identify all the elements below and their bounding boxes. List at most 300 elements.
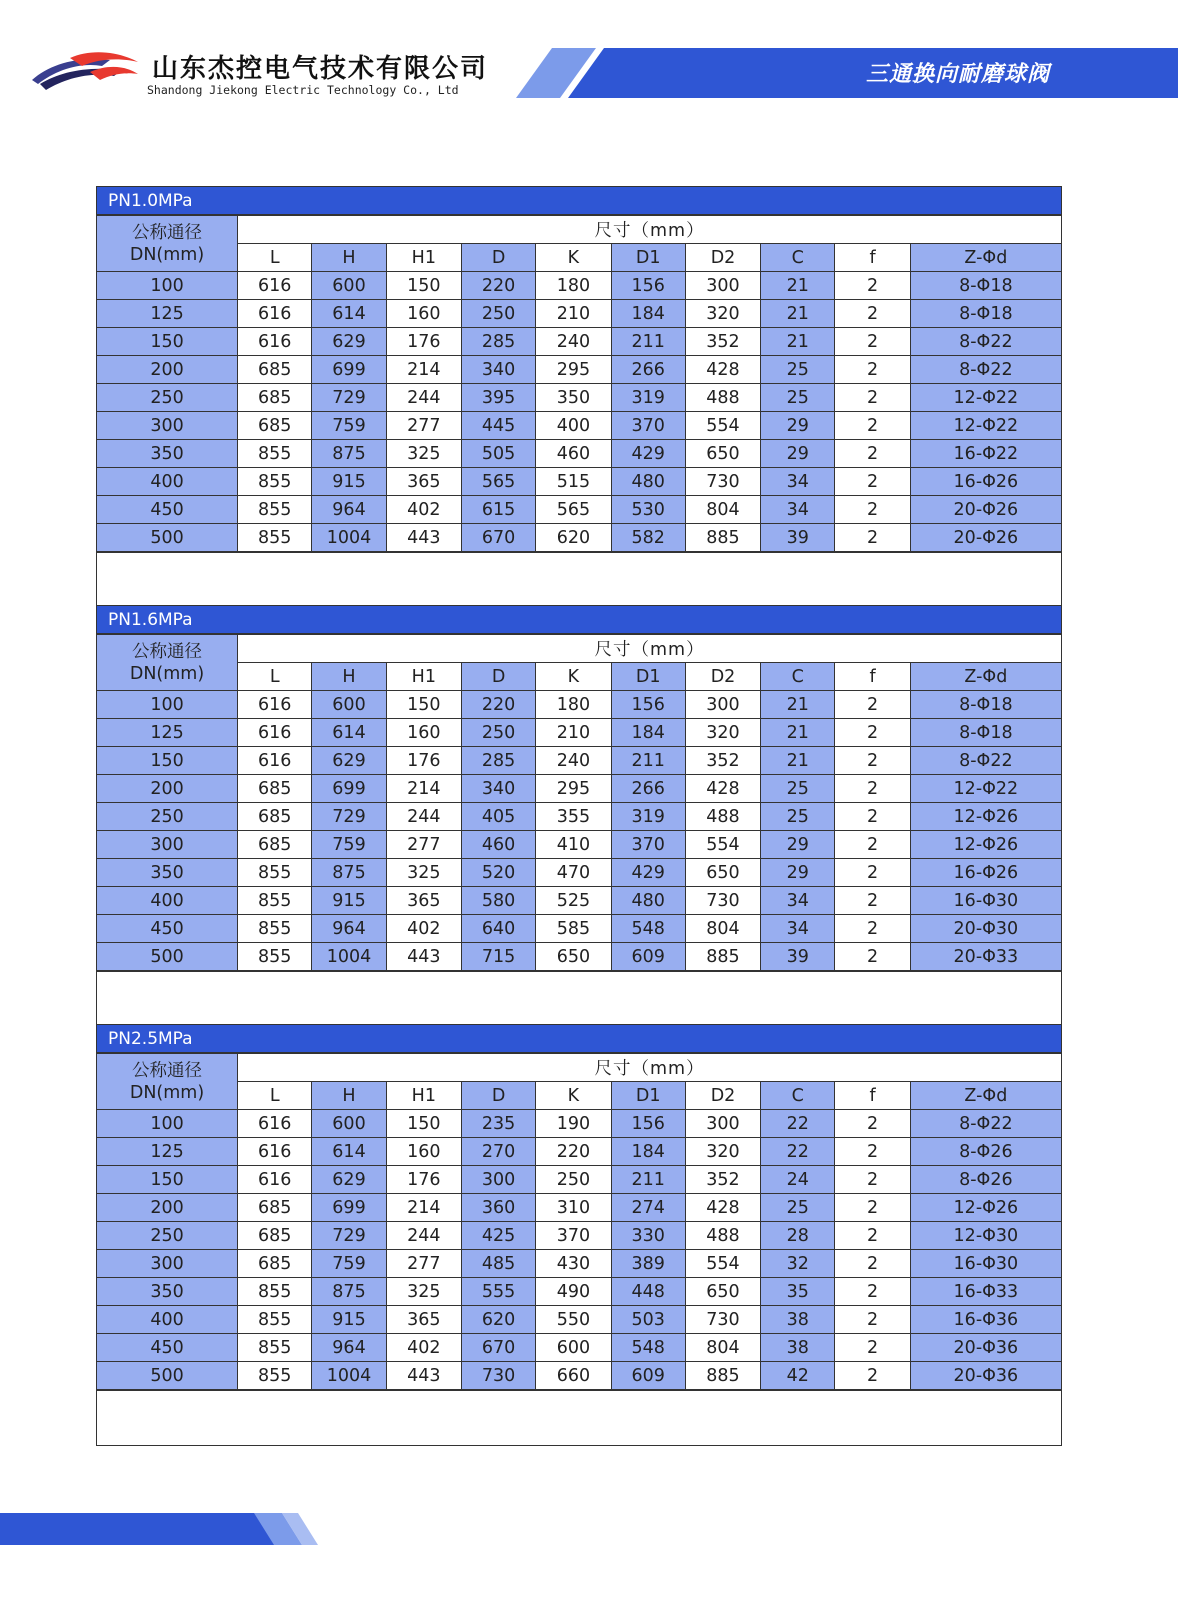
- value-cell: 616: [238, 272, 312, 300]
- value-cell: 184: [611, 719, 685, 747]
- value-cell: 244: [386, 1222, 461, 1250]
- value-cell: 39: [761, 943, 835, 971]
- value-cell: 180: [536, 272, 611, 300]
- company-name-en: Shandong Jiekong Electric Technology Co., Ltd: [147, 83, 459, 97]
- value-cell: 660: [536, 1362, 611, 1390]
- value-cell: 2: [835, 691, 910, 719]
- column-header: C: [761, 1082, 835, 1110]
- value-cell: 730: [461, 1362, 535, 1390]
- value-cell: 29: [761, 412, 835, 440]
- value-cell: 885: [685, 524, 760, 552]
- value-cell: 699: [312, 356, 386, 384]
- value-cell: 609: [611, 943, 685, 971]
- value-cell: 515: [536, 468, 611, 496]
- value-cell: 150: [386, 272, 461, 300]
- dn-cell: 150: [97, 328, 238, 356]
- dn-cell: 150: [97, 1166, 238, 1194]
- value-cell: 685: [238, 1250, 312, 1278]
- value-cell: 25: [761, 775, 835, 803]
- value-cell: 21: [761, 328, 835, 356]
- value-cell: 548: [611, 1334, 685, 1362]
- dn-cell: 300: [97, 412, 238, 440]
- value-cell: 210: [536, 300, 611, 328]
- value-cell: 156: [611, 691, 685, 719]
- value-cell: 370: [536, 1222, 611, 1250]
- value-cell: 277: [386, 1250, 461, 1278]
- value-cell: 804: [685, 496, 760, 524]
- column-header: D2: [685, 663, 760, 691]
- table-row: [97, 1222, 1061, 1250]
- dn-cell: 250: [97, 384, 238, 412]
- value-cell: 550: [536, 1306, 611, 1334]
- value-cell: 885: [685, 943, 760, 971]
- value-cell: 503: [611, 1306, 685, 1334]
- dn-cell: 125: [97, 300, 238, 328]
- value-cell: 855: [238, 943, 312, 971]
- value-cell: 443: [386, 1362, 461, 1390]
- value-cell: 160: [386, 719, 461, 747]
- value-cell: 428: [685, 1194, 760, 1222]
- value-cell: 759: [312, 412, 386, 440]
- value-cell: 400: [536, 412, 611, 440]
- value-cell: 16-Φ22: [910, 440, 1061, 468]
- dn-header-line2: DN(mm): [129, 244, 205, 265]
- value-cell: 428: [685, 775, 760, 803]
- table-row: [97, 468, 1061, 496]
- table-row: [97, 803, 1061, 831]
- value-cell: 2: [835, 1306, 910, 1334]
- value-cell: 8-Φ22: [910, 356, 1061, 384]
- dn-cell: 300: [97, 831, 238, 859]
- value-cell: 2: [835, 468, 910, 496]
- value-cell: 8-Φ18: [910, 719, 1061, 747]
- value-cell: 402: [386, 915, 461, 943]
- value-cell: 685: [238, 803, 312, 831]
- dn-cell: 300: [97, 1250, 238, 1278]
- dn-cell: 350: [97, 859, 238, 887]
- value-cell: 34: [761, 915, 835, 943]
- column-header: f: [835, 663, 910, 691]
- value-cell: 266: [611, 775, 685, 803]
- value-cell: 25: [761, 356, 835, 384]
- value-cell: 370: [611, 412, 685, 440]
- value-cell: 430: [536, 1250, 611, 1278]
- value-cell: 156: [611, 1110, 685, 1138]
- value-cell: 319: [611, 384, 685, 412]
- value-cell: 629: [312, 328, 386, 356]
- table-row: [97, 384, 1061, 412]
- value-cell: 505: [461, 440, 535, 468]
- value-cell: 29: [761, 859, 835, 887]
- value-cell: 565: [461, 468, 535, 496]
- value-cell: 12-Φ26: [910, 1194, 1061, 1222]
- value-cell: 2: [835, 440, 910, 468]
- value-cell: 729: [312, 384, 386, 412]
- value-cell: 488: [685, 1222, 760, 1250]
- table-row: [97, 412, 1061, 440]
- dimension-header-cell: 尺寸（mm）: [238, 1054, 1061, 1082]
- value-cell: 915: [312, 887, 386, 915]
- value-cell: 325: [386, 440, 461, 468]
- column-header: H1: [386, 663, 461, 691]
- value-cell: 715: [461, 943, 535, 971]
- value-cell: 12-Φ22: [910, 412, 1061, 440]
- value-cell: 211: [611, 328, 685, 356]
- table-header-row: [97, 216, 1061, 244]
- value-cell: 285: [461, 747, 535, 775]
- dn-cell: 350: [97, 1278, 238, 1306]
- value-cell: 8-Φ22: [910, 747, 1061, 775]
- value-cell: 266: [611, 356, 685, 384]
- value-cell: 650: [536, 943, 611, 971]
- value-cell: 670: [461, 524, 535, 552]
- value-cell: 21: [761, 747, 835, 775]
- dn-cell: 400: [97, 887, 238, 915]
- column-header: D1: [611, 1082, 685, 1110]
- value-cell: 16-Φ30: [910, 1250, 1061, 1278]
- table-row: [97, 1138, 1061, 1166]
- column-header: C: [761, 663, 835, 691]
- value-cell: 325: [386, 1278, 461, 1306]
- column-header: L: [238, 663, 312, 691]
- value-cell: 445: [461, 412, 535, 440]
- dn-cell: 150: [97, 747, 238, 775]
- value-cell: 2: [835, 943, 910, 971]
- value-cell: 34: [761, 468, 835, 496]
- column-header: D: [461, 244, 535, 272]
- value-cell: 964: [312, 915, 386, 943]
- table-row: [97, 1250, 1061, 1278]
- value-cell: 365: [386, 1306, 461, 1334]
- value-cell: 616: [238, 300, 312, 328]
- dn-cell: 450: [97, 915, 238, 943]
- value-cell: 650: [685, 1278, 760, 1306]
- value-cell: 12-Φ26: [910, 831, 1061, 859]
- value-cell: 616: [238, 691, 312, 719]
- column-header: D: [461, 663, 535, 691]
- value-cell: 685: [238, 1194, 312, 1222]
- value-cell: 855: [238, 887, 312, 915]
- dn-cell: 100: [97, 691, 238, 719]
- value-cell: 38: [761, 1334, 835, 1362]
- value-cell: 150: [386, 1110, 461, 1138]
- value-cell: 176: [386, 1166, 461, 1194]
- value-cell: 855: [238, 1306, 312, 1334]
- value-cell: 730: [685, 887, 760, 915]
- value-cell: 759: [312, 1250, 386, 1278]
- column-header: L: [238, 1082, 312, 1110]
- table-row: [97, 1278, 1061, 1306]
- value-cell: 34: [761, 496, 835, 524]
- value-cell: 729: [312, 803, 386, 831]
- footer-banner: [0, 1513, 330, 1545]
- table-row: [97, 272, 1061, 300]
- table-row: [97, 496, 1061, 524]
- value-cell: 21: [761, 300, 835, 328]
- value-cell: 964: [312, 1334, 386, 1362]
- table-row: [97, 943, 1061, 971]
- value-cell: 759: [312, 831, 386, 859]
- dn-cell: 100: [97, 272, 238, 300]
- value-cell: 685: [238, 775, 312, 803]
- value-cell: 330: [611, 1222, 685, 1250]
- dn-header-cell: [97, 1054, 238, 1110]
- column-header-row: [97, 244, 1061, 272]
- value-cell: 35: [761, 1278, 835, 1306]
- dn-header-line1: 公称通径: [132, 641, 203, 662]
- dn-header-cell: [97, 216, 238, 272]
- value-cell: 614: [312, 300, 386, 328]
- value-cell: 355: [536, 803, 611, 831]
- value-cell: 488: [685, 803, 760, 831]
- value-cell: 554: [685, 412, 760, 440]
- dn-cell: 200: [97, 1194, 238, 1222]
- value-cell: 42: [761, 1362, 835, 1390]
- value-cell: 855: [238, 859, 312, 887]
- value-cell: 240: [536, 328, 611, 356]
- dn-cell: 250: [97, 1222, 238, 1250]
- value-cell: 402: [386, 496, 461, 524]
- dn-header-line2: DN(mm): [129, 663, 205, 684]
- value-cell: 525: [536, 887, 611, 915]
- table-row: [97, 356, 1061, 384]
- dimension-table: [97, 634, 1061, 971]
- value-cell: 235: [461, 1110, 535, 1138]
- dn-header-cell: [97, 635, 238, 691]
- value-cell: 340: [461, 356, 535, 384]
- column-header: f: [835, 1082, 910, 1110]
- value-cell: 650: [685, 859, 760, 887]
- value-cell: 320: [685, 300, 760, 328]
- value-cell: 855: [238, 915, 312, 943]
- value-cell: 2: [835, 1138, 910, 1166]
- table-row: [97, 328, 1061, 356]
- value-cell: 855: [238, 496, 312, 524]
- value-cell: 184: [611, 1138, 685, 1166]
- dn-cell: 350: [97, 440, 238, 468]
- column-header-row: [97, 1082, 1061, 1110]
- column-header: Z-Φd: [910, 663, 1061, 691]
- column-header: L: [238, 244, 312, 272]
- value-cell: 885: [685, 1362, 760, 1390]
- value-cell: 190: [536, 1110, 611, 1138]
- product-title: 三通换向耐磨球阀: [865, 62, 1050, 87]
- value-cell: 270: [461, 1138, 535, 1166]
- value-cell: 12-Φ26: [910, 803, 1061, 831]
- value-cell: 2: [835, 272, 910, 300]
- dn-header-line1: 公称通径: [132, 222, 203, 243]
- value-cell: 16-Φ33: [910, 1278, 1061, 1306]
- dimension-header-cell: 尺寸（mm）: [238, 216, 1061, 244]
- column-header: K: [536, 244, 611, 272]
- value-cell: 395: [461, 384, 535, 412]
- value-cell: 295: [536, 356, 611, 384]
- value-cell: 8-Φ18: [910, 300, 1061, 328]
- value-cell: 220: [461, 691, 535, 719]
- value-cell: 360: [461, 1194, 535, 1222]
- value-cell: 2: [835, 747, 910, 775]
- value-cell: 609: [611, 1362, 685, 1390]
- value-cell: 244: [386, 803, 461, 831]
- value-cell: 250: [461, 719, 535, 747]
- value-cell: 855: [238, 524, 312, 552]
- value-cell: 600: [312, 1110, 386, 1138]
- value-cell: 685: [238, 831, 312, 859]
- table-footer-space: [97, 1390, 1061, 1445]
- table-row: [97, 440, 1061, 468]
- column-header: D1: [611, 663, 685, 691]
- value-cell: 22: [761, 1110, 835, 1138]
- dn-cell: 450: [97, 496, 238, 524]
- table-row: [97, 775, 1061, 803]
- column-header: H: [312, 244, 386, 272]
- value-cell: 2: [835, 1250, 910, 1278]
- dn-cell: 100: [97, 1110, 238, 1138]
- value-cell: 855: [238, 440, 312, 468]
- value-cell: 530: [611, 496, 685, 524]
- value-cell: 12-Φ22: [910, 384, 1061, 412]
- value-cell: 855: [238, 1362, 312, 1390]
- value-cell: 699: [312, 1194, 386, 1222]
- value-cell: 443: [386, 524, 461, 552]
- value-cell: 38: [761, 1306, 835, 1334]
- value-cell: 2: [835, 915, 910, 943]
- value-cell: 2: [835, 1278, 910, 1306]
- value-cell: 580: [461, 887, 535, 915]
- value-cell: 365: [386, 887, 461, 915]
- value-cell: 1004: [312, 524, 386, 552]
- value-cell: 615: [461, 496, 535, 524]
- value-cell: 2: [835, 1110, 910, 1138]
- table-row: [97, 719, 1061, 747]
- table-header-row: [97, 1054, 1061, 1082]
- value-cell: 614: [312, 719, 386, 747]
- column-header: H1: [386, 1082, 461, 1110]
- value-cell: 629: [312, 1166, 386, 1194]
- value-cell: 220: [461, 272, 535, 300]
- value-cell: 21: [761, 272, 835, 300]
- value-cell: 485: [461, 1250, 535, 1278]
- value-cell: 300: [685, 691, 760, 719]
- value-cell: 685: [238, 1222, 312, 1250]
- value-cell: 1004: [312, 1362, 386, 1390]
- dn-cell: 500: [97, 524, 238, 552]
- value-cell: 915: [312, 468, 386, 496]
- dimension-table: [97, 215, 1061, 552]
- value-cell: 20-Φ26: [910, 524, 1061, 552]
- value-cell: 616: [238, 1138, 312, 1166]
- value-cell: 274: [611, 1194, 685, 1222]
- value-cell: 2: [835, 803, 910, 831]
- spec-table-block: [96, 1024, 1062, 1446]
- table-row: [97, 831, 1061, 859]
- value-cell: 855: [238, 1334, 312, 1362]
- table-row: [97, 524, 1061, 552]
- dn-cell: 500: [97, 1362, 238, 1390]
- column-header: H1: [386, 244, 461, 272]
- value-cell: 600: [312, 691, 386, 719]
- value-cell: 285: [461, 328, 535, 356]
- value-cell: 1004: [312, 943, 386, 971]
- value-cell: 2: [835, 412, 910, 440]
- value-cell: 555: [461, 1278, 535, 1306]
- value-cell: 176: [386, 747, 461, 775]
- value-cell: 25: [761, 803, 835, 831]
- value-cell: 176: [386, 328, 461, 356]
- table-footer-space: [97, 552, 1061, 607]
- value-cell: 600: [536, 1334, 611, 1362]
- value-cell: 25: [761, 1194, 835, 1222]
- value-cell: 32: [761, 1250, 835, 1278]
- value-cell: 410: [536, 831, 611, 859]
- value-cell: 425: [461, 1222, 535, 1250]
- value-cell: 616: [238, 719, 312, 747]
- table-row: [97, 859, 1061, 887]
- value-cell: 405: [461, 803, 535, 831]
- value-cell: 2: [835, 719, 910, 747]
- dn-cell: 125: [97, 719, 238, 747]
- value-cell: 2: [835, 496, 910, 524]
- value-cell: 352: [685, 328, 760, 356]
- column-header-row: [97, 663, 1061, 691]
- value-cell: 2: [835, 1334, 910, 1362]
- value-cell: 22: [761, 1138, 835, 1166]
- value-cell: 250: [461, 300, 535, 328]
- dn-header-line2: DN(mm): [129, 1082, 205, 1103]
- value-cell: 160: [386, 300, 461, 328]
- table-row: [97, 1334, 1061, 1362]
- value-cell: 2: [835, 887, 910, 915]
- value-cell: 915: [312, 1306, 386, 1334]
- value-cell: 2: [835, 356, 910, 384]
- value-cell: 629: [312, 747, 386, 775]
- value-cell: 277: [386, 831, 461, 859]
- value-cell: 21: [761, 691, 835, 719]
- value-cell: 365: [386, 468, 461, 496]
- spec-table-block: [96, 186, 1062, 608]
- value-cell: 650: [685, 440, 760, 468]
- value-cell: 8-Φ22: [910, 328, 1061, 356]
- pressure-rating-label: PN1.6MPa: [97, 606, 1061, 634]
- value-cell: 25: [761, 384, 835, 412]
- value-cell: 554: [685, 831, 760, 859]
- column-header: Z-Φd: [910, 244, 1061, 272]
- value-cell: 150: [386, 691, 461, 719]
- value-cell: 429: [611, 440, 685, 468]
- value-cell: 8-Φ22: [910, 1110, 1061, 1138]
- value-cell: 614: [312, 1138, 386, 1166]
- value-cell: 640: [461, 915, 535, 943]
- value-cell: 8-Φ18: [910, 691, 1061, 719]
- value-cell: 240: [536, 747, 611, 775]
- value-cell: 428: [685, 356, 760, 384]
- value-cell: 616: [238, 328, 312, 356]
- dimension-table: [97, 1053, 1061, 1390]
- value-cell: 29: [761, 831, 835, 859]
- value-cell: 730: [685, 468, 760, 496]
- value-cell: 184: [611, 300, 685, 328]
- value-cell: 214: [386, 1194, 461, 1222]
- value-cell: 875: [312, 1278, 386, 1306]
- value-cell: 8-Φ18: [910, 272, 1061, 300]
- value-cell: 554: [685, 1250, 760, 1278]
- value-cell: 320: [685, 1138, 760, 1166]
- value-cell: 20-Φ36: [910, 1334, 1061, 1362]
- column-header: H: [312, 663, 386, 691]
- value-cell: 300: [685, 1110, 760, 1138]
- column-header: C: [761, 244, 835, 272]
- value-cell: 620: [536, 524, 611, 552]
